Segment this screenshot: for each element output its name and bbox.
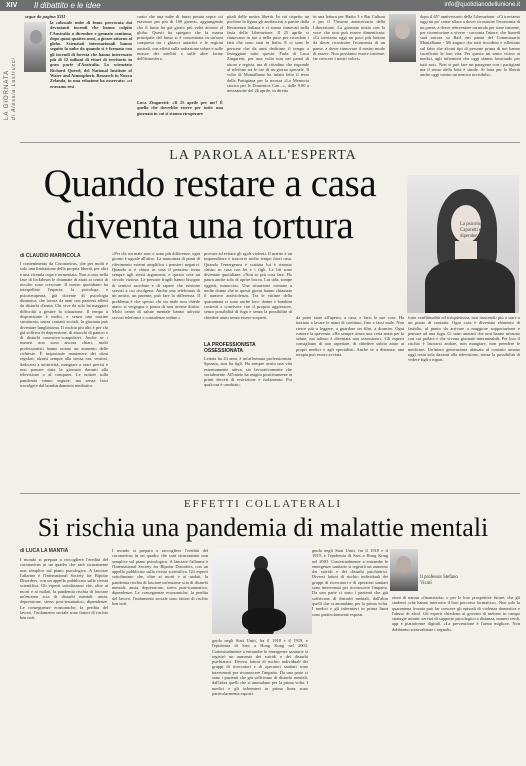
section-title: Il dibattito e le idee xyxy=(34,1,101,10)
continued-from: segue da pagina XIII xyxy=(25,14,66,19)
feature2-portrait xyxy=(390,549,418,591)
page-number: XIV xyxy=(6,2,18,9)
top-right-photo xyxy=(389,14,416,62)
masthead xyxy=(0,0,526,11)
top-left-photo xyxy=(24,22,46,72)
feature2-portrait-caption: Il professor Stefano Vicari xyxy=(420,575,458,586)
side-label-author: di Alessia Lastrucci xyxy=(11,57,17,120)
top-column-1: la colossale nube di fumo provocata dai devastanti incendi che hanno colpito l'Australia a dicembre e gennaio continua, dopo quasi quattro mesi, a girare attorno al globo. Scienziati internazionali hanno seguito la nube da quando si è formata con gli incendi di foresta che hanno interessato più di 12 milioni di ettari di territorio in gran parte d'Australia. Lo scienziato Richard Querel, del National Institute of Water and Atmospheric Research in Nuova Zelanda, in una relazione ha osservato: «ci eravamo resi xyxy=(50,20,132,89)
feature2-column-2: gnola negli Stati Uniti, fra il 1918 e il 1919, e l'epidemia di Sars a Hong Kong nel 2003. Contestualmente a entrambe le emergenze sanitarie si registrò un aumento dei suicidi e dei disturbi psichiatrici. Diversi fattori di rischio individuali dei gruppi di ricercatori e di operatori sanitari sono intervenuti per riconoscere l'impatto. Da una parte ci sono i pazienti che già soffrivano di disturbi mentali, dall'altra quelli che si ammalano per la prima volta. I medici e gli infermieri in prima linea sono particolarmente esposti. xyxy=(312,548,388,617)
feature1-photo-caption: La psicologa Elsa Caporetti e le dipendenze xyxy=(460,222,495,239)
top-column-2-quote: Luca Zingaretti: «Il 25 aprile per me? È quello che dovrebbe essere per tutti: una giornata in cui si stanno ricuperare xyxy=(137,100,223,116)
feature2-column-1b: I mondo si prepara a raccogliere l'eredità del coronavirus in un quadro che sarà sicuramente non semplice sul piano psicologico. A lanciare l'allarme è l'International Society for Bipolar Disorders, con un appello pubblicato sulla rivista scientifica. Gli esperti sottolineano che, oltre ai morti e ai malati, la pandemia rischia di lasciare un'enorme scia di disturbi mentali: ansia, depressione, stress post-traumatico, dipendenze. Le conseguenze economiche, la perdita del lavoro, l'isolamento sociale sono fattori di rischio ben noti. xyxy=(112,548,208,606)
feature1-kicker: LA PAROLA ALL'ESPERTA xyxy=(169,148,357,163)
feature2-column-1: I mondo si prepara a raccogliere l'eredità del coronavirus in un quadro che sarà sicuramente non semplice sul piano psicologico. A lanciare l'allarme è l'International Society for Bipolar Disorders, con un appello pubblicato sulla rivista scientifica. Gli esperti sottolineano che, oltre ai morti e ai malati, la pandemia rischia di lasciare un'enorme scia di disturbi mentali: ansia, depressione, stress post-traumatico, dipendenze. Le conseguenze economiche, la perdita del lavoro, l'isolamento sociale sono fattori di rischio ben noti. xyxy=(20,557,108,621)
feature1-column-5: forte conflittualità ed irriquietezza, non riuscendo più a stare a un punto di contatto. Ogni cosa è diventata elemento di fastidio, al punto da arrivare a maggiore sopportazione e pensare ad una fuga. Ci sono anziani che non hanno nessuno con cui parlare e che vivono giornate interminabili. Per loro il rischio è lasciarsi andare, non mangiare, non prendere le medicine. Un'intera generazione abituata al contatto umano oggi resta sola davanti alla televisione, senza la possibilità di vedere figli e nipoti. xyxy=(408,315,520,363)
side-label xyxy=(4,20,18,120)
feature1-byline: di CLAUDIO MARINCOLA xyxy=(20,253,81,259)
top-column-5: dopo il 65° anniversario della Liberazione. «Ci troviamo oggi un po' come allora a dover ricostruire l'economia di un paese, a dover reinventare un modo per stare insieme, per ricominciare a vivere - racconta l'attore, che liunedì sarà ancora su Rai1 nei panni del Commissario Montalbano - Mi auguro che tutti ricordino e riflettano sul fatto che alcuni tipi di persone prima di noi hanno sacrificato la loro vita. Per questo mi sento vicino ai medici, agli infermieri che oggi stanno lavorando per tutti noi». Non si può fare un paragone con i partigiani ma il senso della lotta è simile. Si lotta per la libertà anche oggi contro un nemico invisibile». xyxy=(420,14,520,78)
feature1-column-2: «Per chi sta male non ci sono più differenze, ogni giorno è uguale all'altro. La mancanza di punti di riferimento esterni amplifica i pensieri negativi. Quando si è chiusi in casa il pensiero torna sempre agli stessi argomenti, e questo crea un circolo vizioso. Le persone fragili hanno bisogno di sentirsi ascoltate e di sapere che esistono servizi a cui rivolgersi. Anche una telefonata di un amico, un parente, può fare la differenza. Il problema è che spesso chi sta male non chiede aiuto: si vergogna o pensa di non averne diritto. Molti centri di salute mentale hanno attivato servizi telefonici e consulenze online.» xyxy=(112,251,200,320)
feature2-byline: di LUCA LA MANTIA xyxy=(20,548,69,554)
feature1-column-3b: Letizia ha 43 anni, è un'affermata professionista. Sposata, non ha figli. Ha sempre avuto una vita estremamente attiva, sia lavorativamente che socialmente. All'inizio ha reagito positivamente ai primi decreti di restrizione e isolamento. Poi qualcosa è cambiato. xyxy=(204,356,292,388)
feature1-headline: Quando restare a casa diventa una tortura xyxy=(43,162,377,247)
feature2-kicker: EFFETTI COLLATERALI xyxy=(183,498,343,510)
feature2-column-3: zioni di natura «finanziaria» o per le loro prospettive future, che gli studenti «che hanno interrotto il loro percorso formativo». Non solo la quarantena forzata può far crescere gli episodi di violenza domestica e l'abuso di alcol. Gli esperti chiedono ai governi di mettere in campo strategie mirate: servizi di supporto psicologico a distanza, numeri verdi, app e piattaforme digitali. «La prevenzione è l'arma migliore. Non dobbiamo sottovalutare i segnali». xyxy=(392,595,520,632)
divider-middle xyxy=(20,493,520,494)
top-column-4: in una lettura per Radio 3 e Rai Cultura e per il 75esimo anniversario della Liberazione. La giornata inizia con la voce che non può essere dimenticata: «Ci troviamo oggi un poco più lontani da dover ricostruire l'economia di un paese, a dover rinnovare il nostro modo di essere. Non possiamo essere insieme, far crescere i nostri valori» xyxy=(313,14,385,62)
feature1-subhead-2: LA PROFESSIONISTA OSSESSIONATA xyxy=(204,342,256,354)
feature1-photo xyxy=(407,175,519,313)
masthead-email[interactable]: info@quotidianodellunione.it xyxy=(444,2,520,8)
feature2-column-2b: gnola negli Stati Uniti, fra il 1918 e il 1919, e l'epidemia di Sars a Hong Kong nel 2003. Contestualmente a entrambe le emergenze sanitarie si registrò un aumento dei suicidi e dei disturbi psichiatrici. Diversi fattori di rischio individuali dei gruppi di ricercatori e di operatori sanitari sono intervenuti per riconoscere l'impatto. Da una parte ci sono i pazienti che già soffrivano di disturbi mentali, dall'altra quelli che si ammalano per la prima volta. I medici e gli infermieri in prima linea sono particolarmente esposti. xyxy=(212,638,308,696)
side-label-title: LA GIORNATA xyxy=(4,69,10,120)
feature1-column-3: provare ad evitare gli sgoli violenti. Il marito è un imprenditore e trascorre molto tempo fuori casa. Quando l'emergenza è scattata lui è rimasto chiuso in casa con lei e i figli. Le liti sono diventate quotidiane. «Non so più cosa fare. Ho paura anche solo di aprire bocca. Lui urla, rompe oggetti, minaccia». Una situazione comune a molte donne che in questi giorni hanno chiamato il numero antiviolenza. Tra le vittime della quarantena ci sono anche loro: donne e bambini costretti a convivere con il proprio aggressore, senza possibilità di fuga e senza la possibilità di chiedere aiuto senza essere scoperti. xyxy=(204,251,292,320)
divider-top xyxy=(20,142,520,143)
feature1-column-1: I contenimento da Coronavirus, che per molti è solo una limitazione della propria libertà, per altri è una vicenda cupa e tormentata. Non a caso nella fase di lockdown le chiamate di aiuto ai centri di ascolto sono cresciute. Il nostro quotidiano ha interpellato l'esperta: la psicologa e psicoterapeuta, già docente di psicologia dinamica, che lavora da anni con pazienti affetti da disturbi d'ansia. Chi vive da solo ha maggiori difficoltà a gestire la situazione. Il tempo a disposizione è molto, e senza una routine strutturata, senza contatti sociali, la giornata può diventare lunghissima. Il rischio più alto è per chi già soffriva di depressione, di attacchi di panico o di disturbi ossessivo-compulsivi. Anche se i numeri non sono ancora chiari, molti professionisti hanno notato un aumento delle richieste. È importante mantenere dei ritmi regolari, alzarsi sempre alla stessa ora, vestirsi, dedicarsi a un'attività, mangiare a orari precisi e non passare tutta la giornata davanti alla televisione o al computer. Le notizie sulla pandemia vanno seguite, ma senza farsi travolgere dal bombardamento mediatico. xyxy=(20,261,108,388)
feature2-headline: Si rischia una pandemia di malattie mentali xyxy=(37,513,489,542)
feature2-photo xyxy=(212,548,312,634)
top-column-2: conto che una nube di fumo posata sopra «ci eravamo per più di 100 giorni», aggiungendo che il fumo ha già girato più volte attorno al globo. Questi ha spiegato che la massa principale del fumo si è concentrata in un'area compresa tra i ghiacci antartici e le regioni australi, con effetti sulla radiazione solare e sulle misure dei satelliti e sulle altre forme dell'atmosfera. xyxy=(137,14,223,62)
feature1-column-4: da poter stare all'aperto, a casa, e farsi le sue cose. Ha iniziato a lavare le mani di continuo, fino a farsi male. Non riesce più a leggere, a guardare un film, a dormire. Ogni rumore la spaventa. «Ho sempre avuto una certa ansia per la salute, ma adesso è diventata una ossessione». Gli esperti consigliano di non aspettare, di chiedere subito aiuto ai propri medici o agli specialisti. Anche se a distanza, una terapia può essere avviata. xyxy=(296,315,404,358)
top-column-3: pitali delle nostra libertà. In cui rispetto un pochino la figura gli antifascisti a partire dalla Resistenza italiana e ci siamo rinnovati nella festa della Liberazione. Il 25 aprile ci rinnovano in noi a nella pace per ricordare i fatti che sono stati in Italia. E ci sono le persone che da anni dedicano il tempo a festeggiare tutto questo. Parla di Luca Zingaretti, per una volta non nei panni di attore e regista, ma di cittadino che risponde al telefono tra le ore di un giorno speciale. Il volto di Montalbano ha infatti letto il testo della Partigiana per la mostra «La Memoria storica per le Domenica Con...», dalle 9.00 a mezzanotte del 26 aprile, in diretta xyxy=(227,14,309,94)
